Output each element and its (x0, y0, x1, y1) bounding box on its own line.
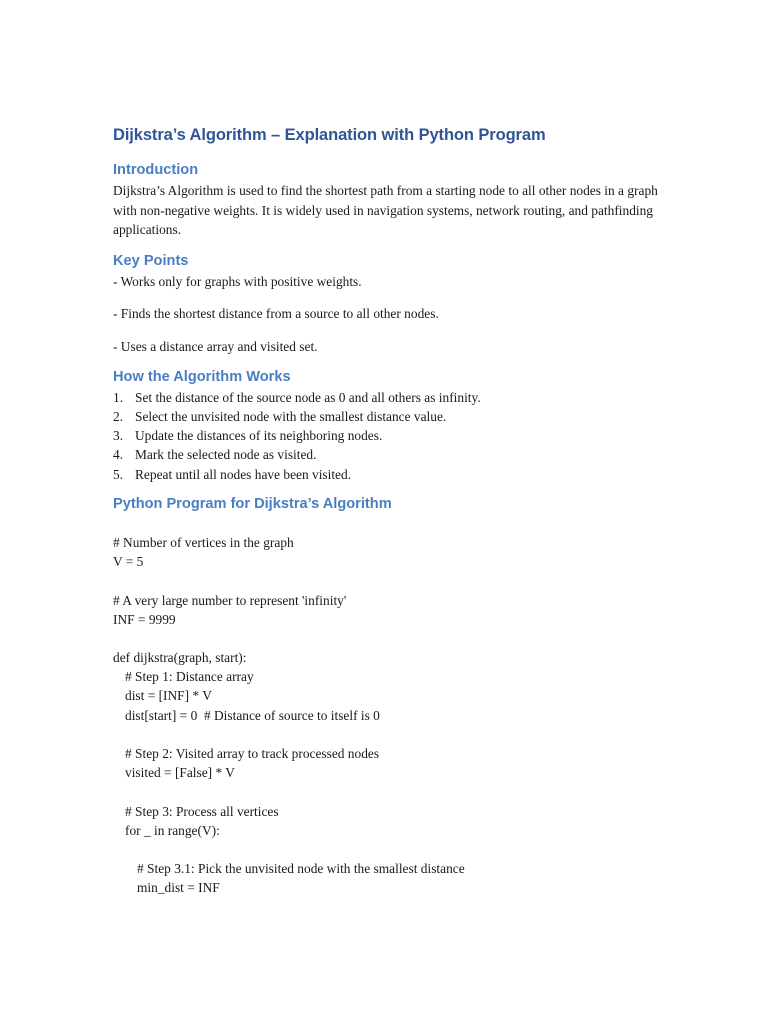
code-line: dist = [INF] * V (125, 688, 212, 704)
introduction-heading: Introduction (113, 162, 199, 178)
python-program-heading: Python Program for Dijkstra’s Algorithm (113, 495, 392, 512)
code-line: for _ in range(V): (125, 822, 220, 838)
code-line: # Step 1: Distance array (125, 669, 254, 685)
step-item (113, 388, 658, 407)
introduction-paragraph: Dijkstra’s Algorithm is used to find the shortest path from a starting node to all other nodes in a graph with non-negative weights. It is widely used in navigation systems, network routing, and pathfinding applications. (113, 183, 658, 237)
step-item (113, 426, 658, 445)
code-line (113, 725, 658, 744)
step-number: 4. (113, 447, 124, 463)
step-number: 5. (113, 466, 124, 482)
document-content (113, 122, 658, 898)
code-line: dist[start] = 0 # Distance of source to itself is 0 (125, 707, 380, 723)
step-text: Set the distance of the source node as 0 and all others as infinity. (135, 389, 481, 405)
code-line: # A very large number to represent 'infinity' (113, 592, 347, 608)
code-line (113, 782, 658, 801)
step-number: 3. (113, 428, 124, 444)
step-item (113, 465, 658, 484)
key-point-item: - Uses a distance array and visited set. (113, 338, 318, 354)
code-line: INF = 9999 (113, 611, 176, 627)
key-points-heading: Key Points (113, 252, 189, 269)
code-line: V = 5 (113, 554, 144, 570)
code-line: visited = [False] * V (125, 765, 235, 781)
key-point-item: - Finds the shortest distance from a source to all other nodes. (113, 306, 439, 321)
step-text: Update the distances of its neighboring nodes. (135, 428, 383, 444)
step-number: 1. (113, 389, 124, 405)
code-line (113, 629, 658, 648)
code-line: # Step 3.1: Pick the unvisited node with the smallest distance (137, 861, 465, 877)
code-line: # Number of vertices in the graph (113, 534, 294, 550)
code-line: min_dist = INF (137, 880, 220, 896)
code-line: # Step 2: Visited array to track processed nodes (125, 746, 380, 762)
step-number: 2. (113, 408, 124, 424)
code-line: def dijkstra(graph, start): (113, 650, 247, 666)
document-title: Dijkstra’s Algorithm – Explanation with Python Program (113, 126, 546, 144)
step-text: Select the unvisited node with the smallest distance value. (135, 408, 447, 424)
code-line: # Step 3: Process all vertices (125, 803, 279, 819)
steps-list (113, 388, 658, 484)
key-point-item: - Works only for graphs with positive weights. (113, 273, 362, 289)
code-line (113, 571, 658, 590)
step-item (113, 445, 658, 464)
how-it-works-heading: How the Algorithm Works (113, 368, 291, 385)
step-text: Mark the selected node as visited. (135, 447, 317, 463)
step-text: Repeat until all nodes have been visited. (135, 466, 352, 482)
step-item (113, 407, 658, 426)
code-block (113, 533, 658, 898)
code-line (113, 840, 658, 859)
